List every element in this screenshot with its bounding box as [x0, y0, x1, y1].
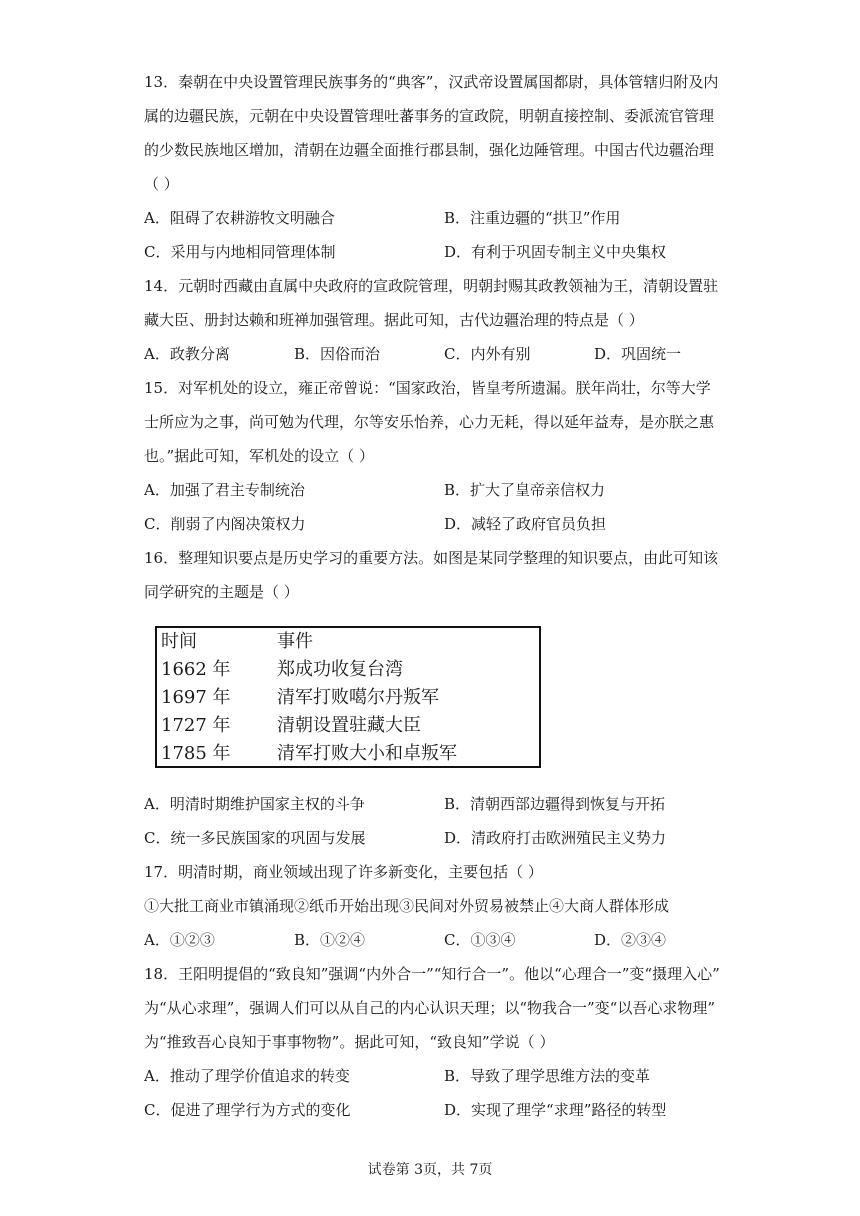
- table-header-row: [157, 628, 543, 656]
- table-header-event: 事件: [277, 631, 313, 652]
- q17-option-b: B．①②④: [294, 931, 366, 949]
- table-header-time: 时间: [161, 631, 197, 652]
- table-row: [157, 740, 543, 768]
- q18-line-3: 为“推致吾心良知于事事物物”。据此可知，“致良知”学说（ ）: [144, 1033, 555, 1051]
- q16-option-b: B．清朝西部边疆得到恢复与开拓: [444, 795, 666, 813]
- table-cell-year: 1727 年: [161, 715, 231, 736]
- table-row: [157, 656, 543, 684]
- q17-line-1: 17．明清时期，商业领域出现了许多新变化，主要包括（ ）: [144, 863, 543, 881]
- q17-line-2: ①大批工商业市镇涌现②纸币开始出现③民间对外贸易被禁止④大商人群体形成: [144, 897, 670, 915]
- q15-option-b: B．扩大了皇帝亲信权力: [444, 481, 606, 499]
- q14-line-1: 14．元朝时西藏由直属中央政府的宣政院管理，明朝封赐其政教领袖为王，清朝设置驻: [144, 277, 719, 295]
- q15-line-2: 士所应为之事，尚可勉为代理，尔等安乐怡养，心力无耗，得以延年益寿，是亦朕之惠: [144, 413, 715, 431]
- q16-option-a: A．明清时期维护国家主权的斗争: [144, 795, 365, 813]
- q15-option-d: D．减轻了政府官员负担: [444, 515, 607, 533]
- q14-option-d: D．巩固统一: [594, 345, 682, 363]
- table-cell-event: 清朝设置驻藏大臣: [277, 715, 421, 736]
- q13-line-2: 属的边疆民族，元朝在中央设置管理吐蕃事务的宣政院，明朝直接控制、委派流官管理: [144, 107, 715, 125]
- q15-line-3: 也。”据此可知，军机处的设立（ ）: [144, 447, 374, 465]
- table-row: [157, 712, 543, 740]
- q15-option-a: A．加强了君主专制统治: [144, 481, 305, 499]
- table-cell-event: 清军打败噶尔丹叛军: [277, 687, 439, 708]
- q14-option-b: B．因俗而治: [294, 345, 381, 363]
- table-cell-year: 1662 年: [161, 659, 231, 680]
- q14-option-a: A．政教分离: [144, 345, 230, 363]
- knowledge-table-image: [155, 626, 541, 768]
- q13-line-4: （ ）: [144, 175, 179, 193]
- q14-option-c: C．内外有别: [444, 345, 531, 363]
- q15-option-c: C．削弱了内阁决策权力: [144, 515, 306, 533]
- table-cell-event: 郑成功收复台湾: [277, 659, 403, 680]
- q13-option-c: C．采用与内地相同管理体制: [144, 243, 336, 261]
- q17-option-a: A．①②③: [144, 931, 215, 949]
- q17-option-c: C．①③④: [444, 931, 516, 949]
- q13-line-1: 13．秦朝在中央设置管理民族事务的“典客”，汉武帝设置属国都尉，具体管辖归附及内: [144, 73, 719, 91]
- q18-option-b: B．导致了理学思维方法的变革: [444, 1067, 651, 1085]
- q16-option-d: D．清政府打击欧洲殖民主义势力: [444, 829, 667, 847]
- q18-line-1: 18．王阳明提倡的“致良知”强调“内外合一”“知行合一”。他以“心理合一”变“摄理入心”: [144, 965, 720, 983]
- q14-line-2: 藏大臣、册封达赖和班禅加强管理。据此可知，古代边疆治理的特点是（ ）: [144, 311, 644, 329]
- q18-line-2: 为“从心求理”，强调人们可以从自己的内心认识天理；以“物我合一”变“以吾心求物理”: [144, 999, 716, 1017]
- q18-option-d: D．实现了理学“求理”路径的转型: [444, 1101, 667, 1119]
- q15-line-1: 15．对军机处的设立，雍正帝曾说：“国家政治，皆皇考所遗漏。朕年尚壮，尔等大学: [144, 379, 711, 397]
- q18-option-a: A．推动了理学价值追求的转变: [144, 1067, 350, 1085]
- q18-option-c: C．促进了理学行为方式的变化: [144, 1101, 351, 1119]
- table-cell-event: 清军打败大小和卓叛军: [277, 743, 457, 764]
- q13-line-3: 的少数民族地区增加，清朝在边疆全面推行郡县制，强化边陲管理。中国古代边疆治理: [144, 141, 715, 159]
- q16-line-2: 同学研究的主题是（ ）: [144, 583, 299, 601]
- table-cell-year: 1785 年: [161, 743, 231, 764]
- q16-option-c: C．统一多民族国家的巩固与发展: [144, 829, 366, 847]
- page-footer: 试卷第 3页，共 7页: [367, 1162, 493, 1178]
- q13-option-d: D．有利于巩固专制主义中央集权: [444, 243, 667, 261]
- q13-option-a: A．阻碍了农耕游牧文明融合: [144, 209, 335, 227]
- table-row: [157, 684, 543, 712]
- q13-option-b: B．注重边疆的“拱卫”作用: [444, 209, 621, 227]
- table-cell-year: 1697 年: [161, 687, 231, 708]
- q17-option-d: D．②③④: [594, 931, 667, 949]
- q16-line-1: 16．整理知识要点是历史学习的重要方法。如图是某同学整理的知识要点，由此可知该: [144, 549, 719, 567]
